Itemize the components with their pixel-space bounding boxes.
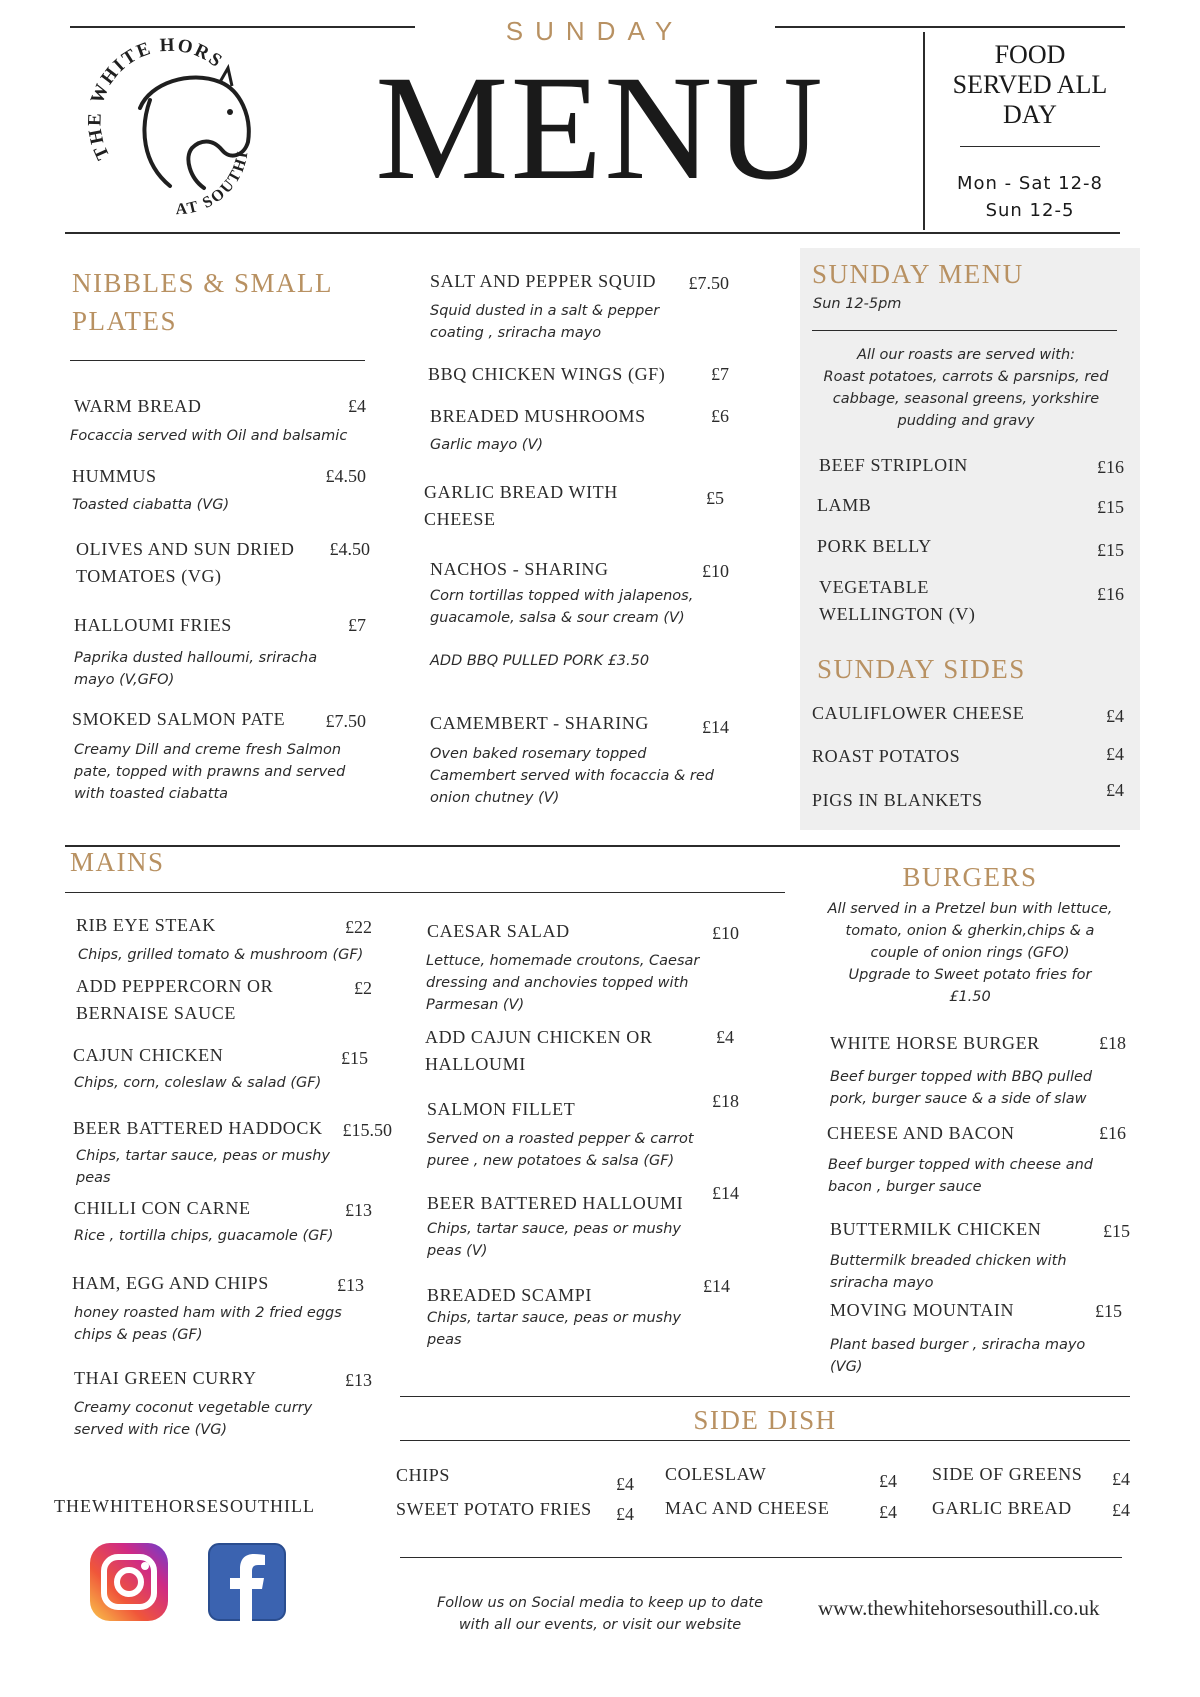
menu-item-name — [424, 479, 618, 533]
desc-line: tomato, onion & gherkin,chips & a — [845, 923, 1095, 939]
menu-item-name: SMOKED SALMON PATE — [72, 709, 286, 729]
burgers-intro — [815, 898, 1125, 1008]
desc-line: All served in a Pretzel bun with lettuce, — [827, 901, 1113, 917]
burger-item-name: MOVING MOUNTAIN — [830, 1300, 1015, 1320]
menu-item-price: £13 — [345, 1200, 372, 1220]
opening-hours — [935, 170, 1125, 224]
menu-item-name: BREADED SCAMPI — [427, 1285, 592, 1305]
sunday-side-price: £4 — [1106, 780, 1124, 800]
menu-item-desc — [74, 1397, 312, 1441]
side-item-name: COLESLAW — [665, 1464, 767, 1484]
nibbles-title-line: PLATES — [72, 306, 178, 336]
nibbles-title — [72, 264, 392, 340]
menu-item-name: NACHOS - SHARING — [430, 559, 609, 579]
desc-line: Buttermilk breaded chicken with — [830, 1253, 1067, 1269]
desc-line: Squid dusted in a salt & pepper — [430, 303, 660, 319]
menu-item-desc: Garlic mayo (V) — [430, 437, 544, 453]
menu-item-price: £2 — [354, 978, 372, 998]
menu-item-price: £7 — [711, 364, 729, 384]
sunday-sides-title: SUNDAY SIDES — [817, 654, 1026, 684]
menu-item-price: £13 — [337, 1275, 364, 1295]
horse-logo-icon — [80, 38, 270, 228]
burger-item-desc — [828, 1154, 1093, 1198]
desc-line: All our roasts are served with: — [856, 347, 1076, 363]
menu-item-name: BREADED MUSHROOMS — [430, 406, 646, 426]
sunday-heading: SUNDAY — [505, 16, 685, 46]
burgers-title: BURGERS — [902, 862, 1038, 892]
logo — [80, 38, 270, 228]
menu-item-name: CHILLI CON CARNE — [74, 1198, 251, 1218]
menu-item-price: £5 — [706, 488, 724, 508]
desc-line: Parmesan (V) — [426, 997, 525, 1013]
burger-item-name: WHITE HORSE BURGER — [830, 1033, 1040, 1053]
menu-item-name: THAI GREEN CURRY — [74, 1368, 257, 1388]
menu-item-price: £13 — [345, 1370, 372, 1390]
menu-item-name: SALMON FILLET — [427, 1099, 576, 1119]
menu-item-price: £14 — [703, 1276, 730, 1296]
menu-item-name-line: WELLINGTON (V) — [819, 604, 976, 624]
menu-item-name: CAMEMBERT - SHARING — [430, 713, 650, 733]
sunday-side-name: ROAST POTATOS — [812, 746, 961, 766]
desc-line: Plant based burger , sriracha mayo — [830, 1337, 1086, 1353]
logo-sub-text: AT SOUTHI — [175, 148, 252, 219]
side-item-name: GARLIC BREAD — [932, 1498, 1072, 1518]
menu-item-name: HALLOUMI FRIES — [74, 615, 232, 635]
roast-item-price: £15 — [1097, 540, 1124, 560]
desc-line: Paprika dusted halloumi, sriracha — [74, 650, 318, 666]
side-item-name: SWEET POTATO FRIES — [396, 1499, 592, 1519]
burger-item-price: £15 — [1103, 1221, 1130, 1241]
side-item-price: £4 — [616, 1504, 634, 1524]
facebook-icon[interactable] — [208, 1543, 286, 1621]
menu-item-price: £10 — [712, 923, 739, 943]
sunday-side-price: £4 — [1106, 706, 1124, 726]
add-on-note: ADD BBQ PULLED PORK £3.50 — [430, 653, 650, 669]
svg-text:THE WHITE HORSE — [80, 38, 227, 163]
desc-line: dressing and anchovies topped with — [426, 975, 689, 991]
desc-line: Lettuce, homemade croutons, Caesar — [426, 953, 700, 969]
desc-line: pudding and gravy — [897, 413, 1035, 429]
side-item-name: MAC AND CHEESE — [665, 1498, 830, 1518]
menu-item-price: £14 — [712, 1183, 739, 1203]
menu-item-price: £4.50 — [329, 539, 370, 559]
desc-line: with all our events, or visit our website — [458, 1617, 742, 1633]
desc-line: guacamole, salsa & sour cream (V) — [430, 610, 685, 626]
menu-item-name: WARM BREAD — [74, 396, 202, 416]
hours-line: Mon - Sat 12-8 — [957, 173, 1103, 194]
menu-item-name — [425, 1024, 653, 1078]
menu-item-name-line: CHEESE — [424, 509, 496, 529]
menu-item-name: HUMMUS — [72, 466, 157, 486]
side-item-name: SIDE OF GREENS — [932, 1464, 1083, 1484]
desc-line: sriracha mayo — [830, 1275, 934, 1291]
menu-item-name-line: GARLIC BREAD WITH — [424, 482, 618, 502]
roast-item-name — [819, 574, 976, 628]
menu-item-price: £22 — [345, 917, 372, 937]
roast-item-price: £15 — [1097, 497, 1124, 517]
menu-item-price: £10 — [702, 561, 729, 581]
desc-line: Chips, tartar sauce, peas or mushy — [427, 1310, 681, 1326]
menu-item-name-line: TOMATOES (VG) — [76, 566, 222, 586]
desc-line: pate, topped with prawns and served — [74, 764, 346, 780]
desc-line: pork, burger sauce & a side of slaw — [830, 1091, 1087, 1107]
desc-line: chips & peas (GF) — [74, 1327, 203, 1343]
menu-item-desc — [74, 1302, 342, 1346]
menu-item-name: CAJUN CHICKEN — [73, 1045, 224, 1065]
roast-item-name: PORK BELLY — [817, 536, 932, 556]
burger-item-desc — [830, 1334, 1085, 1378]
desc-line: Roast potatoes, carrots & parsnips, red — [823, 369, 1109, 385]
food-served-line: FOOD — [994, 40, 1066, 69]
menu-item-price: £15 — [341, 1048, 368, 1068]
sunday-menu-subtitle: Sun 12-5pm — [813, 296, 902, 312]
roast-item-price: £16 — [1097, 457, 1124, 477]
menu-item-name-line: OLIVES AND SUN DRIED — [76, 539, 295, 559]
menu-item-desc: Focaccia served with Oil and balsamic — [70, 428, 348, 444]
roast-item-name: LAMB — [817, 495, 872, 515]
instagram-icon[interactable] — [90, 1543, 168, 1621]
menu-item-name — [76, 973, 273, 1027]
website-link[interactable]: www.thewhitehorsesouthill.co.uk — [818, 1596, 1100, 1620]
hours-line: Sun 12-5 — [985, 200, 1075, 221]
desc-line: puree , new potatoes & salsa (GF) — [427, 1153, 675, 1169]
roasts-served-with — [806, 344, 1126, 432]
sunday-side-price: £4 — [1106, 744, 1124, 764]
roast-item-price: £16 — [1097, 584, 1124, 604]
desc-line: Beef burger topped with cheese and — [828, 1157, 1093, 1173]
menu-item-desc: Toasted ciabatta (VG) — [72, 497, 230, 513]
menu-item-name-line: ADD CAJUN CHICKEN OR — [425, 1027, 653, 1047]
menu-item-name: HAM, EGG AND CHIPS — [72, 1273, 269, 1293]
side-item-name: CHIPS — [396, 1465, 451, 1485]
menu-item-price: £7.50 — [688, 273, 729, 293]
burger-item-name: BUTTERMILK CHICKEN — [830, 1219, 1042, 1239]
menu-item-name-line: ADD PEPPERCORN OR — [76, 976, 274, 996]
menu-item-name: BBQ CHICKEN WINGS (GF) — [428, 364, 666, 384]
mains-title: MAINS — [70, 847, 165, 877]
desc-line: peas (V) — [427, 1243, 488, 1259]
menu-item-name: BEER BATTERED HADDOCK — [73, 1118, 323, 1138]
desc-line: Corn tortillas topped with jalapenos, — [430, 588, 694, 604]
desc-line: Beef burger topped with BBQ pulled — [830, 1069, 1093, 1085]
desc-line: peas — [76, 1170, 111, 1186]
menu-item-name-line: VEGETABLE — [819, 577, 929, 597]
menu-heading: MENU — [375, 45, 825, 211]
menu-item-desc — [74, 739, 345, 805]
menu-item-price: £15.50 — [342, 1120, 392, 1140]
menu-item-desc — [74, 647, 317, 691]
menu-item-desc — [76, 1145, 330, 1189]
social-handle[interactable]: THEWHITEHORSESOUTHILL — [54, 1496, 315, 1516]
menu-item-price: £7 — [348, 615, 366, 635]
menu-item-price: £6 — [711, 406, 729, 426]
menu-item-price: £14 — [702, 717, 729, 737]
menu-item-desc: Chips, grilled tomato & mushroom (GF) — [78, 947, 364, 963]
desc-line: bacon , burger sauce — [828, 1179, 982, 1195]
menu-item-desc — [427, 1128, 694, 1172]
menu-item-name — [76, 536, 295, 590]
side-item-price: £4 — [879, 1471, 897, 1491]
food-served-line: DAY — [1003, 100, 1057, 129]
menu-item-desc: Chips, corn, coleslaw & salad (GF) — [74, 1075, 322, 1091]
desc-line: honey roasted ham with 2 fried eggs — [74, 1305, 342, 1321]
desc-line: peas — [427, 1332, 462, 1348]
side-item-price: £4 — [1112, 1500, 1130, 1520]
menu-item-desc — [430, 300, 659, 344]
menu-item-price: £7.50 — [325, 711, 366, 731]
side-item-price: £4 — [1112, 1469, 1130, 1489]
menu-item-price: £4 — [716, 1027, 734, 1047]
desc-line: (VG) — [830, 1359, 863, 1375]
burger-item-desc — [830, 1066, 1092, 1110]
side-dish-title: SIDE DISH — [693, 1405, 837, 1435]
desc-line: Follow us on Social media to keep up to date — [436, 1595, 764, 1611]
burger-item-name: CHEESE AND BACON — [827, 1123, 1015, 1143]
side-item-price: £4 — [616, 1474, 634, 1494]
sunday-menu-title: SUNDAY MENU — [812, 259, 1024, 289]
menu-item-desc — [430, 743, 714, 809]
desc-line: Creamy coconut vegetable curry — [74, 1400, 313, 1416]
menu-item-price: £4.50 — [325, 466, 366, 486]
nibbles-title-line: NIBBLES & SMALL — [72, 268, 334, 298]
menu-item-name-line: BERNAISE SAUCE — [76, 1003, 236, 1023]
sunday-side-name: PIGS IN BLANKETS — [812, 790, 983, 810]
burger-item-desc — [830, 1250, 1067, 1294]
food-served-label — [935, 40, 1125, 130]
menu-item-name: CAESAR SALAD — [427, 921, 570, 941]
desc-line: cabbage, seasonal greens, yorkshire — [832, 391, 1100, 407]
menu-item-name-line: HALLOUMI — [425, 1054, 526, 1074]
desc-line: with toasted ciabatta — [74, 786, 229, 802]
desc-line: Upgrade to Sweet potato fries for — [848, 967, 1092, 983]
menu-item-desc: Rice , tortilla chips, guacamole (GF) — [74, 1228, 334, 1244]
desc-line: onion chutney (V) — [430, 790, 560, 806]
menu-item-name: RIB EYE STEAK — [76, 915, 216, 935]
roast-item-name: BEEF STRIPLOIN — [819, 455, 968, 475]
menu-item-name: BEER BATTERED HALLOUMI — [427, 1193, 684, 1213]
follow-us-text — [410, 1592, 790, 1636]
desc-line: Camembert served with focaccia & red — [430, 768, 714, 784]
desc-line: Served on a roasted pepper & carrot — [427, 1131, 694, 1147]
menu-item-price: £4 — [348, 396, 366, 416]
desc-line: Chips, tartar sauce, peas or mushy — [427, 1221, 681, 1237]
menu-item-desc — [427, 1218, 681, 1262]
desc-line: Creamy Dill and creme fresh Salmon — [74, 742, 342, 758]
desc-line: Oven baked rosemary topped — [430, 746, 647, 762]
menu-item-desc — [427, 1307, 681, 1351]
burger-item-price: £16 — [1099, 1123, 1126, 1143]
menu-item-desc — [426, 950, 699, 1016]
desc-line: served with rice (VG) — [74, 1422, 228, 1438]
desc-line: coating , sriracha mayo — [430, 325, 602, 341]
burger-item-price: £15 — [1095, 1301, 1122, 1321]
desc-line: £1.50 — [949, 989, 991, 1005]
logo-arc-text: THE WHITE HORS — [84, 38, 228, 163]
desc-line: mayo (V,GFO) — [74, 672, 175, 688]
burger-item-price: £18 — [1099, 1033, 1126, 1053]
desc-line: Chips, tartar sauce, peas or mushy — [76, 1148, 330, 1164]
menu-item-name: SALT AND PEPPER SQUID — [430, 271, 657, 291]
menu-item-price: £18 — [712, 1091, 739, 1111]
side-item-price: £4 — [879, 1502, 897, 1522]
menu-item-desc — [430, 585, 693, 629]
food-served-line: SERVED ALL — [952, 70, 1108, 99]
sunday-side-name: CAULIFLOWER CHEESE — [812, 703, 1025, 723]
desc-line: couple of onion rings (GFO) — [870, 945, 1070, 961]
